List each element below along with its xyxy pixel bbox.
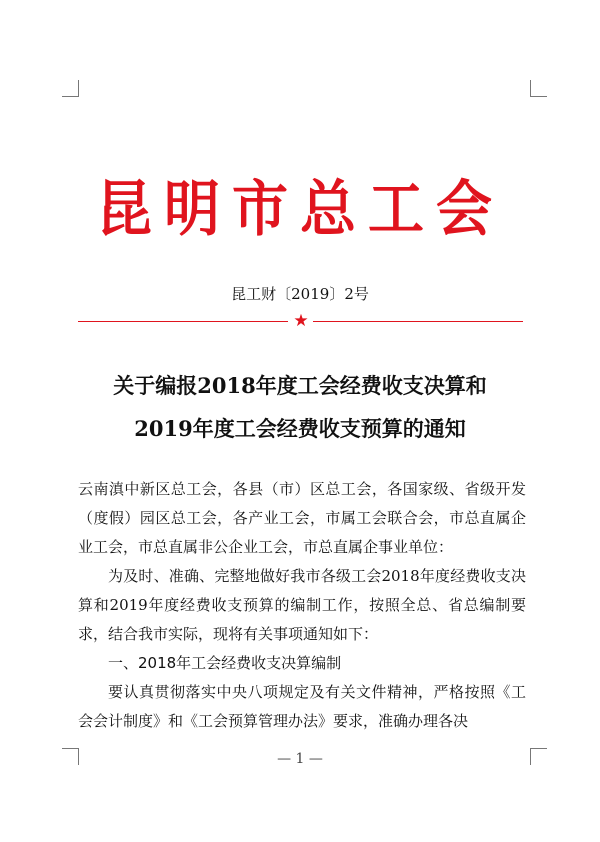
section-1-heading: 一、2018年工会经费收支决算编制: [108, 654, 342, 672]
red-divider-left: [78, 321, 288, 322]
recipients-paragraph: 云南滇中新区总工会，各县（市）区总工会，各国家级、省级开发（度假）园区总工会，各产业工会，市属工会联合会，市总直属企业工会，市总直属非公企业工会，市总直属企事业单位：: [78, 480, 526, 556]
page-number: — 1 —: [277, 751, 323, 767]
intro-paragraph: 为及时、准确、完整地做好我市各级工会2018年度经费收支决算和2019年度经费收支预算的编制工作，按照全总、省总编制要求，结合我市实际，现将有关事项通知如下：: [78, 567, 526, 643]
document-body: [78, 475, 526, 736]
document-title-line-1: 关于编报2018年度工会经费收支决算和: [113, 373, 487, 398]
corner-mark-top-left: [62, 80, 79, 97]
section-1-paragraph: 要认真贯彻落实中央八项规定及有关文件精神，严格按照《工会会计制度》和《工会预算管理办法》要求，准确办理各决: [78, 683, 526, 730]
document-number: 昆工财〔2019〕2号: [231, 285, 369, 303]
red-divider-right: [313, 321, 523, 322]
star-icon: ★: [293, 311, 309, 331]
corner-mark-top-right: [530, 80, 547, 97]
document-title-line-2: 2019年度工会经费收支预算的通知: [134, 416, 466, 441]
organization-title: 昆明市总工会: [96, 174, 504, 245]
